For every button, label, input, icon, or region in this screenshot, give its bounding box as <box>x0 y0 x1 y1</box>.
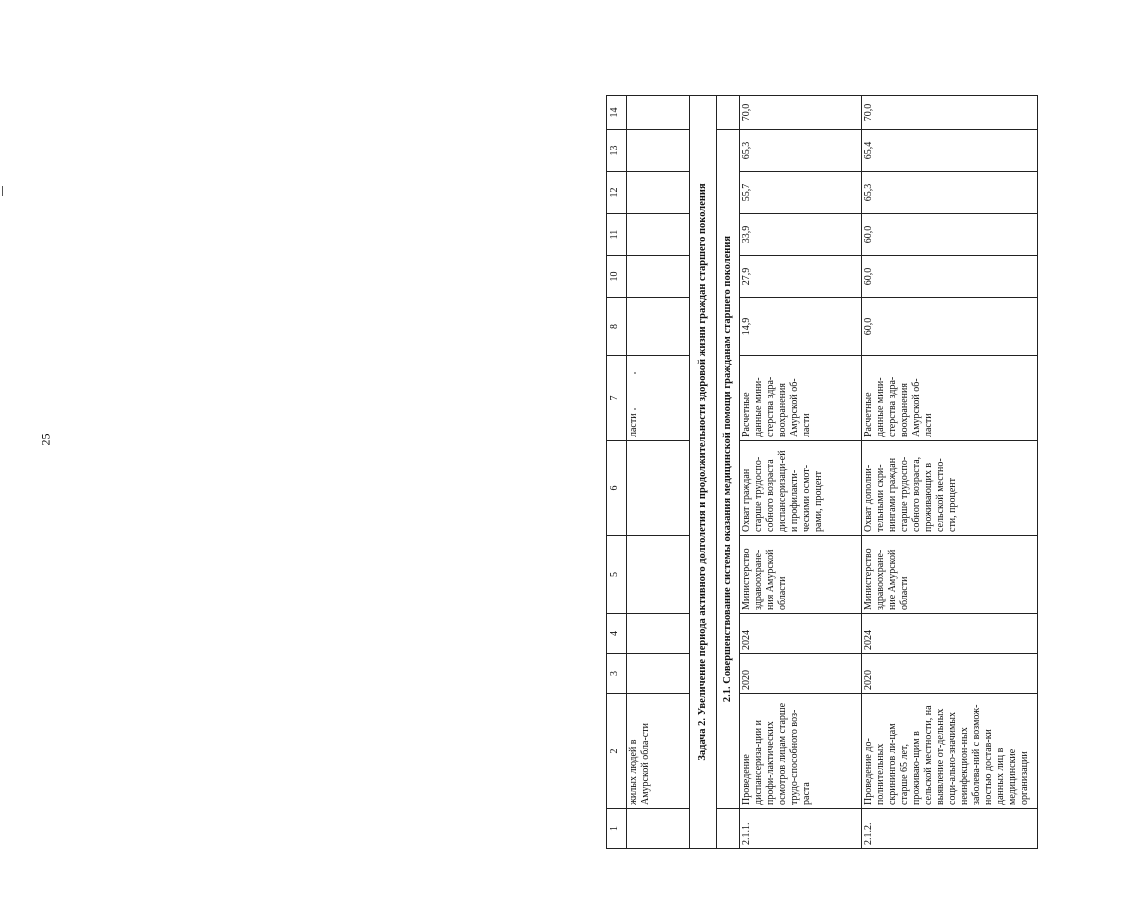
header-cell: 13 <box>607 130 627 172</box>
header-cell: 5 <box>607 536 627 614</box>
header-row <box>607 96 627 849</box>
rotated-table-wrapper <box>606 96 1125 849</box>
header-cell: 7 <box>607 356 627 441</box>
data-source: Расчетные данные мини-стерства здра-воохранения Амурской об-ласти <box>740 356 862 441</box>
scan-edge-mark <box>2 186 3 196</box>
value-cell: 60,0 <box>862 214 1038 256</box>
header-cell: 11 <box>607 214 627 256</box>
end-year: 2024 <box>740 614 862 654</box>
header-cell: 12 <box>607 172 627 214</box>
value-cell: 60,0 <box>862 256 1038 298</box>
start-year: 2020 <box>740 654 862 694</box>
value-cell: 55,7 <box>740 172 862 214</box>
header-cell: 4 <box>607 614 627 654</box>
value-cell: 70,0 <box>740 96 862 130</box>
table-row <box>740 96 862 849</box>
continuation-name-cell: жилых людей в Амурской обла-сти <box>627 694 690 809</box>
value-cell: 33,9 <box>740 214 862 256</box>
task-heading-row <box>690 96 717 849</box>
measure-name: Проведение до-полнительных скринингов ли-цам старше 65 лет, проживаю-щим в сельской местности, на выявление от-дельных соци-ально-значимых неинфекцион-ных заболева-ний с возмож-ностью достав-ки данных лиц в медицинские организации <box>862 694 1038 809</box>
executor: Министерство здравоохране-ния Амурской области <box>740 536 862 614</box>
value-cell: 65,3 <box>740 130 862 172</box>
table-cell <box>627 536 690 614</box>
value-cell: 60,0 <box>862 298 1038 356</box>
task-heading: Задача 2. Увеличение периода активного долголетия и продолжительности здоровой жизни граждан старшего поколения <box>690 96 717 849</box>
table-cell <box>627 809 690 849</box>
section-heading: 2.1. Совершенствование системы оказания медицинской помощи гражданам старшего поколения <box>717 130 740 809</box>
table-cell <box>717 809 740 849</box>
indicator: Охват дополни-тельными скри-нингами граждан старше трудоспо-собного возраста, проживающих в сельской местно-сти, процент <box>862 441 1038 536</box>
section-heading-row <box>717 96 740 849</box>
header-cell: 14 <box>607 96 627 130</box>
header-cell: 10 <box>607 256 627 298</box>
table-cell <box>717 96 740 130</box>
header-cell: 6 <box>607 441 627 536</box>
measure-name: Проведение диспансериза-ции и профи-лактических осмотров лицам старше трудо-способного воз-раста <box>740 694 862 809</box>
table-cell <box>627 298 690 356</box>
measures-table <box>606 95 1038 849</box>
header-cell: 1 <box>607 809 627 849</box>
table-row <box>862 96 1038 849</box>
continuation-row <box>627 96 690 849</box>
page-number: 25 <box>38 433 53 446</box>
value-cell: 65,3 <box>862 172 1038 214</box>
row-number: 2.1.1. <box>740 809 862 849</box>
table-cell <box>627 172 690 214</box>
table-cell <box>627 214 690 256</box>
table-cell <box>627 654 690 694</box>
header-cell: 2 <box>607 694 627 809</box>
indicator: Охват граждан старше трудоспо-собного возраста диспансеризаци-ей и профилакти-ческими осмот-рами, процент <box>740 441 862 536</box>
value-cell: 14,9 <box>740 298 862 356</box>
table-cell <box>627 441 690 536</box>
value-cell: 27,9 <box>740 256 862 298</box>
table-cell <box>627 614 690 654</box>
table-cell <box>627 130 690 172</box>
end-year: 2024 <box>862 614 1038 654</box>
executor: Министерство здравоохране-ние Амурской области <box>862 536 1038 614</box>
header-cell: 8 <box>607 298 627 356</box>
start-year: 2020 <box>862 654 1038 694</box>
table-cell <box>627 256 690 298</box>
table-cell <box>627 96 690 130</box>
value-cell: 70,0 <box>862 96 1038 130</box>
row-number: 2.1.2. <box>862 809 1038 849</box>
data-source: Расчетные данные мини-стерства здра-воохранения Амурской об-ласти <box>862 356 1038 441</box>
continuation-source-cell: ласти <box>627 356 690 441</box>
header-cell: 3 <box>607 654 627 694</box>
value-cell: 65,4 <box>862 130 1038 172</box>
